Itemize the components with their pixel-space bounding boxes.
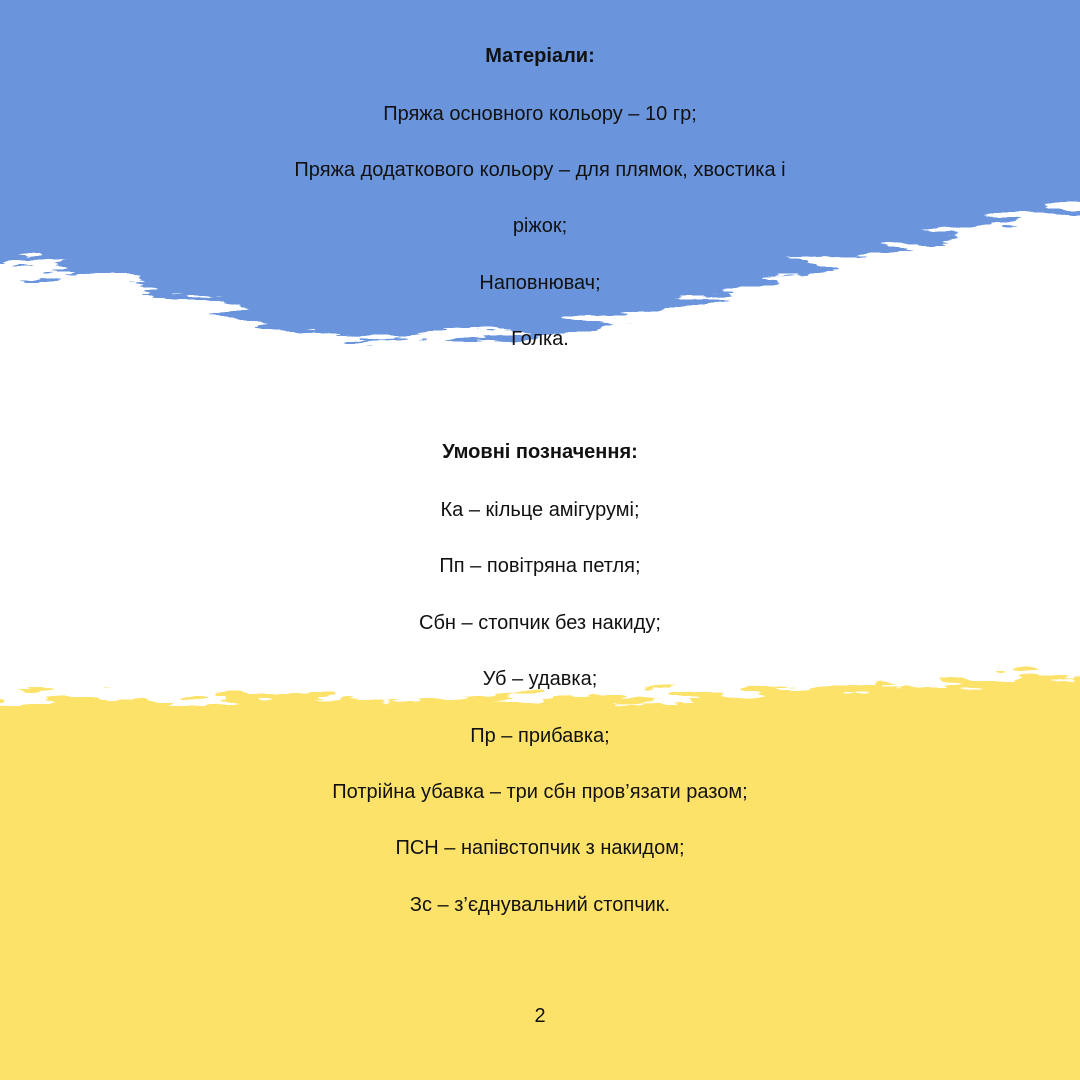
legend-item: Пп – повітряна петля; [439, 555, 641, 577]
materials-item: Пряжа додаткового кольору – для плямок, хвостика і [294, 159, 786, 181]
legend-heading: Умовні позначення: [442, 441, 638, 463]
materials-item: ріжок; [512, 215, 568, 237]
legend-item: Зс – з’єднувальний стопчик. [409, 894, 671, 916]
legend-item: Пр – прибавка; [470, 725, 610, 747]
legend-item: ПСН – напівстопчик з накидом; [395, 837, 685, 859]
legend-item: Ка – кільце амігурумі; [440, 499, 640, 521]
legend-item: Сбн – стопчик без накиду; [419, 612, 661, 634]
legend-item: Уб – удавка; [482, 668, 598, 690]
materials-item: Пряжа основного кольору – 10 гр; [383, 103, 697, 125]
materials-item: Наповнювач; [479, 272, 601, 294]
materials-heading: Матеріали: [485, 45, 595, 67]
page-number: 2 [534, 1005, 546, 1027]
legend-item: Потрійна убавка – три сбн пров’язати разом; [332, 781, 748, 803]
materials-item: Голка. [511, 328, 569, 350]
